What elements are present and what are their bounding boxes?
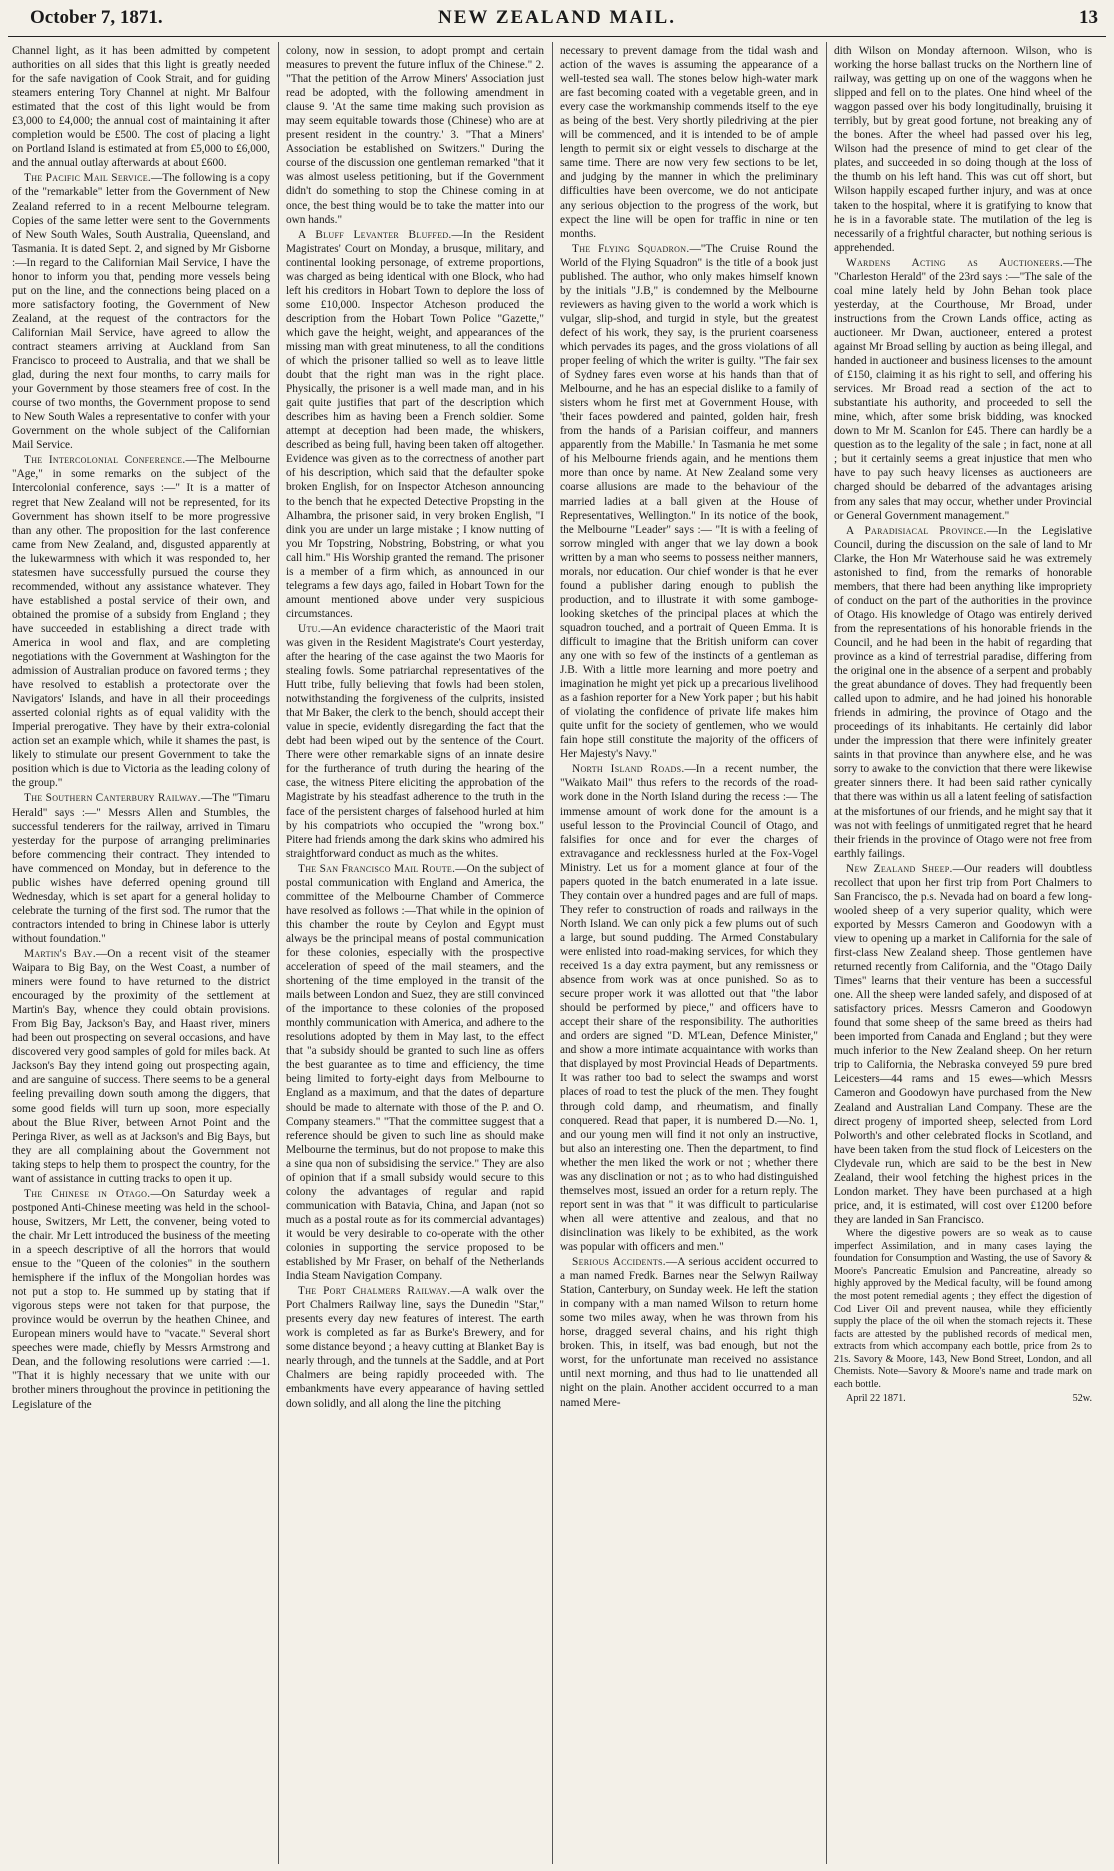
- article-paragraph: [12, 1187, 270, 1412]
- article-paragraph: [560, 762, 818, 1254]
- article-body: —The "Timaru Herald" says :—" Messrs Allen and Stumbles, the successful tenderers for the railway, arrived in Timaru yesterday for the purpose of arranging preliminaries before commencing their contract. They intended to have commenced on Monday, but in deference to the public wishes have deferred opening ground till Wednesday, which is set apart for a general holiday to celebrate the turning of the first sod. The rumor that the contractors intended to bring in Chinese labor is utterly without foundation.": [12, 792, 270, 945]
- article-heading: North Island Roads.: [572, 763, 685, 776]
- article-heading: The Port Chalmers Railway.: [298, 1285, 451, 1298]
- article-body: —In the Legislative Council, during the discussion on the sale of land to Mr Clarke, the Hon Mr Waterhouse said he was extremely astonished to find, from the remarks of honorable members, that there had been anything like impropriety of conduct on the part of the authorities in the province of Otago. His knowledge of Otago was entirely derived from the representations of his honorable friends in the Council, and he had been in the habit of regarding that province as a kind of terrestrial paradise, differing from the original one in the absence of a serpent and probably the great abundance of doves. They had frequently been called upon to admire, and he had joined his honorable friends in admiring, the province of Otago and the proceedings of its inhabitants. He certainly did labor under the impression that there were infinitely greater saints in that province than anywhere else, and he was sorry to awake to the conviction that there were likewise greater sinners there. It had been said rather cynically that there was within us all a latent feeling of satisfaction at the misfortunes of our friends, and he might say that it was not with feelings of unmitigated regret that he heard their friends in the province of Otago were not free from earthly failings.: [834, 524, 1092, 860]
- advertisement-footer: [834, 1393, 1092, 1406]
- article-heading: The Intercolonial Conference.: [24, 454, 186, 467]
- article-heading: The San Francisco Mail Route.: [298, 862, 456, 875]
- article-body: —On the subject of postal communication with England and America, the committee of the Melbourne Chamber of Commerce have resolved as follows :—That while in the opinion of this chamber the route by Ceylon and Egypt must always be the principal means of postal communication for these colonies, especially with the prospective acceleration of speed of the mail steamers, and the shortening of the time employed in the transit of the mails between London and Suez, they are still convinced of the importance to these colonies of the proposed monthly communication with America, and adhere to the resolutions adopted by them in May last, to the effect that "a subsidy should be granted to such line as offers the best guarantee as to time and efficiency, the time being limited to forty-eight days from Melbourne to England as a maximum, and that the dates of departure should be made to alternate with those of the P. and O. Company steamers." "That the committee suggest that a reference should be given to such line as should make Melbourne the terminus, but do not propose to make this a sine qua non of subsidising the service." They are also of opinion that if a small subsidy would secure to this colony the advantages of regular and rapid communication with Batavia, China, and Japan (not so much as a postal route as for its commercial advantages) it would be very desirable to co-operate with the other colonies in supporting the service proposed to be established by Mr Fraser, on behalf of the Netherlands India Steam Navigation Company.: [286, 862, 544, 1283]
- article-body: —"The Cruise Round the World of the Flying Squadron" is the title of a book just published. The author, who only makes himself known by the initials "J.B," is condemned by the Melbourne reviewers as having given to the world a work which is vulgar, slip-shod, and turgid in style, but the greatest defect of his work, they say, is the prurient coarseness which pervades its pages, and the gross violations of all proper feeling of which the writer is guilty. "The fair sex of Sydney fares even worse at his hands than that of Melbourne, and he has an especial dislike to a family of sisters whom he first met at Government House, with 'their faces powdered and painted, golden hair, fresh from the hands of a Parisian coiffeur, and manners apparently from the Mabille.' In Tasmania he met some of his Melbourne friends again, and he mentions them more than once by name. At New Zealand some very coarse allusions are made to the behaviour of the married ladies at a ball given at the House of Representatives, Wellington." In its notice of the book, the Melbourne "Leader" says :— "It is with a feeling of sorrow mingled with anger that we lay down a book written by a man who seems to possess neither manners, morals, nor education. Our chief wonder is that he ever found a publisher daring enough to publish the production, and to illustrate it with some gamboge-looking sketches of the principal places at which the squadron touched, and a portrait of Queen Emma. It is difficult to imagine that the British uniform can cover any one with so few of the instincts of a gentleman as J.B. With a little more learning and more poetry and imagination he might yet pick up a precarious livelihood as a fashion reporter for a New York paper ; but his habit of violating the confidence of private life makes him quite unfit for the society of gentlemen, who we would fain hope still constitute the majority of the officers of Her Majesty's Navy.": [560, 242, 818, 761]
- column-4: [834, 44, 1092, 1862]
- article-heading: New Zealand Sheep.: [846, 862, 953, 875]
- article-heading: A Bluff Levanter Bluffed.: [298, 228, 452, 241]
- column-3: [560, 44, 818, 1862]
- article-body: —On a recent visit of the steamer Waipara to Big Bay, on the West Coast, a number of miners were found to have returned to the district encouraged by the proximity of the settlement at Martin's Bay, whence they could obtain provisions. From Big Bay, Jackson's Bay, and Haast river, miners had been out prospecting on several occasions, and have discovered very good samples of gold for miles back. At Jackson's Bay they intend going out prospecting again, and are sanguine of success. There seems to be a general feeling prevailing down south among the diggers, that some good fields will turn up soon, more especially about the Blue River, between Arnot Point and the Peringa River, as well as at Jackson's and Big Bays, but they are all complaining about the Government not taking steps to help them to prospect the country, for the want of assistance in cutting tracks to open it up.: [12, 948, 270, 1185]
- article-body: —In the Resident Magistrates' Court on Monday, a brusque, military, and continental looking personage, of extreme proportions, was charged as being identical with one Block, who had left his creditors in Hobart Town to deplore the loss of some £10,000. Inspector Atcheson produced the description from the Hobart Town Police "Gazette," which gave the height, weight, and appearances of the missing man with great minuteness, to all the conditions of which the prisoner tallied so well as to leave little doubt that the right man was in the right place. Physically, the prisoner is a well made man, and in his gait quite justifies that part of the description which describes him as having been a French soldier. Some attempt at deception had been made, the whiskers, described as being full, having been taken off altogether. Evidence was given as to the correctness of another part of his description, which said that the defaulter spoke broken English, for on Inspector Atcheson announcing to the bench that he expected Detective Propsting in the Alhambra, the prisoner said, in very broken English, "I dink you are under un large mistake ; I know nutting of you Mr Topstring, Nobstring, Bobstring, or what you call him." His Worship granted the remand. The prisoner is a member of a firm which, as announced in our telegrams a few days ago, failed in Hobart Town for the amount mentioned above under very suspicious circumstances.: [286, 228, 544, 620]
- advertisement-date: April 22 1871.: [846, 1392, 906, 1404]
- article-heading: Wardens Acting as Auctioneers.: [846, 256, 1064, 269]
- article-paragraph: [12, 171, 270, 452]
- article-body: —On Saturday week a postponed Anti-Chinese meeting was held in the school-house, Switzers, Mr Lett, the convener, being voted to the chair. Mr Lett introduced the business of the meeting in a speech descriptive of all the horrors that would ensue to the "Queen of the colonies" in the southern hemisphere if the influx of the Mongolian hordes was not put a stop to. He summed up by stating that if vigorous steps were not taken for that purpose, the province would be overrun by the heathen Chinee, and European miners would have to "vacate." Several short speeches were made, chiefly by Messrs Armstrong and Dean, and the following resolutions were carried :—1. "That it is highly necessary that we unite with our brother miners throughout the province in petitioning the Legislature of the: [12, 1187, 270, 1411]
- article-paragraph: [12, 453, 270, 790]
- column-divider: [552, 42, 553, 1864]
- article-heading: The Pacific Mail Service.: [24, 172, 152, 185]
- column-2: [286, 44, 544, 1862]
- article-paragraph: [560, 1255, 818, 1410]
- article-paragraph: [560, 242, 818, 762]
- column-divider: [826, 42, 827, 1864]
- advertisement-code: 52w.: [1072, 1392, 1092, 1404]
- article-paragraph: [12, 947, 270, 1186]
- article-paragraph: [286, 622, 544, 861]
- column-divider: [278, 42, 279, 1864]
- article-body: —A serious accident occurred to a man named Fredk. Barnes near the Selwyn Railway Station, Canterbury, on Sunday week. He left the station in company with a man named Wilson to return home some two miles away, when he was thrown from his horse, dragged several chains, and his right thigh broken. This, in itself, was bad enough, but not the worst, for the unfortunate man received no assistance until next morning, and thus had to lie unattended all night on the plain. Another accident occurred to a man named Mere-: [560, 1256, 818, 1409]
- page-header: [0, 0, 1114, 40]
- article-heading: The Southern Canterbury Railway.: [24, 792, 201, 805]
- article-paragraph: [834, 524, 1092, 861]
- article-body: —An evidence characteristic of the Maori trait was given in the Resident Magistrate's Court yesterday, after the hearing of the case against the two Maoris for stealing fowls. Some patriarchal representatives of the Hutt tribe, fully believing that fowls had been stolen, notwithstanding the forgiveness of the culprits, insisted that Mr Baker, the clerk to the bench, should accept their value in specie, evidently disregarding the fact that the debt had been wiped out by the sentence of the Court. There were other remarkable signs of an innate desire for the furtherance of truth during the hearing of the case, the witness Pitere eliciting the approbation of the Magistrate by his steadfast adherence to the truth in the face of the persistent charges of falsehood hurled at him by his compatriots who occupied the "wrong box." Pitere had friends among the dark skins who admired his straightforward conduct as much as the whites.: [286, 622, 544, 860]
- article-body: —The "Charleston Herald" of the 23rd says :—"The sale of the coal mine lately held by John Behan took place yesterday, at the Courthouse, Mr Broad, under instructions from the Crown Lands office, acting as auctioneer. Mr Dwan, auctioneer, entered a protest against Mr Broad selling by auction as being illegal, and handed in auctioneer and business licenses to the amount of £150, claiming it as his right to sell, and offering his services. Mr Broad read a section of the act to substantiate his authority, and proceeded to sell the mine, which, after some brisk bidding, was knocked down to Mr M. Scanlon for £45. There can hardly be a question as to the legality of the sale ; in fact, none at all ; but it certainly seems a great injustice that men who have to pay such heavy licenses as auctioneers are charged should be debarred of the advantages arising from any sales that may occur, whether under Provincial or General Government management.": [834, 256, 1092, 522]
- article-paragraph: colony, now in session, to adopt prompt and certain measures to prevent the future influx of the Chinese." 2. "That the petition of the Arrow Miners' Association just read be adopted, with the following amendment in clause 9. 'At the same time making such provision as may seem equitable towards those (Chinese) who are at present resident in the country.' 3. "That a Miners' Association be established on Switzers." During the course of the discussion one gentleman remarked "that it was almost useless petitioning, but if the Government didn't do something to stop the Chinese coming in at once, the best thing would be to take the matter into our own hands.": [286, 45, 544, 226]
- article-paragraph: [834, 862, 1092, 1227]
- page-number: 13: [1079, 7, 1098, 28]
- article-body: —In a recent number, the "Waikato Mail" thus refers to the records of the road-work done in the North Island during the recess :— The immense amount of work done for the amount is a useful lesson to the Provincial Council of Otago, and falsifies for once and for ever the charges of extravagance and recklessness hurled at the Fox-Vogel Ministry. Let us for a moment glance at four of the papers quoted in the batch enumerated in a late issue. They contain over a hundred pages and are full of maps. They refer to construction of roads and railways in the North Island. We can only pick a few plums out of such a large, but sound pudding. The Armed Constabulary were enlisted into road-making services, for which they received 1s a day extra payment, but any remissness or absence from work was at once punished. So as to secure proper work it was allotted out that "the labor should be performed by piece," and officers have to accept their share of the responsibility. The authorities and orders are signed "D. M'Lean, Defence Minister," and show a more intimate acquaintance with works than that displayed by most Provincial Heads of Departments. It was rather too bad to select the swamps and worst places of road to test the pluck of the men. They fought through cold damp, and rheumatism, and finally conquered. Read that paper, it is numbered D.—No. 1, and our young men will find it not only an instructive, but also an interesting one. Then the department, to find whether the men liked the work or not ; whether there was any disclination or not ; as to who had distinguished themselves most, issued an order for a return reply. The report sent in was that " it was difficult to particularise when all were attentive and zealous, and that no disinclination was likely to be exhibited, as the work was popular with officers and men.": [560, 763, 818, 1253]
- issue-date: October 7, 1871.: [30, 7, 163, 28]
- article-paragraph: [286, 862, 544, 1283]
- article-heading: Serious Accidents.: [572, 1256, 666, 1269]
- article-paragraph: [286, 228, 544, 621]
- article-heading: Martin's Bay.: [24, 948, 96, 960]
- article-paragraph: [286, 1284, 544, 1410]
- article-heading: Utu.: [298, 622, 321, 635]
- article-heading: A Paradisiacal Province.: [846, 524, 987, 537]
- column-1: [12, 44, 270, 1862]
- article-body: —The following is a copy of the "remarkable" letter from the Government of New Zealand referred to in a recent Melbourne telegram. Copies of the same letter were sent to the Governments of New South Wales, South Australia, Queensland, and Tasmania. It is dated Sept. 2, and signed by Mr Gisborne :—In regard to the Californian Mail Service, I have the honor to inform you that, pending more vessels being put on the line, and the connections being placed on a more satisfactory footing, the Government of New Zealand, at the request of the contractors for the Californian Mail Service, have agreed to allow the contract steamers arriving at Auckland from San Francisco to proceed to Australia, and that we shall be glad, during the next four months, to carry mails for your Government by those steamers free of cost. In the course of two months, the Government propose to send to New South Wales a representative to confer with your Government on the whole subject of the Californian Mail Service.: [12, 172, 270, 452]
- article-paragraph: necessary to prevent damage from the tidal wash and action of the waves is assuming the appearance of a well-tested sea wall. The stones below high-water mark are fast becoming coated with a vegetable green, and in every case the workmanship commends itself to the eye as being of the best. Very shortly piledriving at the pier will be commenced, and it is intended to be of ample length to permit six or eight vessels to discharge at the same time. There are now very few sections to be let, and judging by the manner in which the preliminary difficulties have been overcome, we do not anticipate any serious objection to the progress of the work, but expect the line will be open for traffic in nine or ten months.: [560, 45, 818, 240]
- article-paragraph: [834, 256, 1092, 523]
- article-paragraph: Channel light, as it has been admitted by competent authorities on all sides that this light is greatly needed for the safe navigation of Cook Strait, and for guiding steamers entering Tory Channel at night. Mr Balfour estimated that the cost of this light would be from £3,000 to £4,000; the annual cost of maintaining it after completion would be £500. The cost of placing a light on Portland Island is estimated at from £5,000 to £6,000, and the annual outlay afterwards at about £600.: [12, 45, 270, 170]
- advertisement: Where the digestive powers are so weak as to cause imperfect Assimilation, and in many cases laying the foundation for Consumption and Wasting, the use of Savory & Moore's Pancreatic Emulsion and Pancreatine, already so highly approved by the Medical faculty, will be found among the most potent remedial agents ; they effect the digestion of Cod Liver Oil and prevent nausea, while they efficiently supply the place of the oil when the stomach rejects it. These facts are attested by the published records of medical men, extracts from which accompany each bottle, price from 2s to 21s. Savory & Moore, 143, New Bond Street, London, and all Chemists. Note—Savory & Moore's name and trade mark on each bottle.: [834, 1227, 1092, 1391]
- article-body: —A walk over the Port Chalmers Railway line, says the Dunedin "Star," presents every day new features of interest. The earth work is completed as far as Burke's Brewery, and for some distance beyond ; a heavy cutting at Blanket Bay is nearly through, and the tunnels at the Saddle, and at Port Chalmers are being rapidly proceeded with. The embankments have every appearance of having settled down solidly, and all along the line the pitching: [286, 1285, 544, 1410]
- article-body: —The Melbourne "Age," in some remarks on the subject of the Intercolonial conference, says :—" It is a matter of regret that New Zealand will not be represented, for its Government has shown itself to be more progressive than any other. The proposition for the last conference came from New Zealand, and, disgusted apparently at the lukewarmness with which it was responded to, her statesmen have successfully pursued the course they recommended, without any assistance whatever. They have established a postal service of their own, and obtained the promise of a subsidy from England ; they have succeeded in establishing a direct trade with America in wool and flax, and are completing negotiations with the Government at Washington for the admission of Australian produce on favored terms ; they have resolved to establish a protectorate over the Navigators' Islands, and have in all their proceedings asserted colonial rights as of equal validity with the Imperial prerogative. They have by their extra-colonial action set an example which, while it shames the past, is likely to stimulate our present Government to take the position which is due to Victoria as the leading colony of the group.": [12, 454, 270, 790]
- article-heading: The Flying Squadron.: [572, 242, 690, 255]
- article-heading: The Chinese in Otago.: [24, 1187, 151, 1200]
- article-paragraph: [12, 791, 270, 946]
- masthead-title: NEW ZEALAND MAIL.: [438, 7, 676, 28]
- header-rule: [8, 36, 1106, 37]
- article-body: —Our readers will doubtless recollect that upon her first trip from Port Chalmers to San Francisco, the p.s. Nevada had on board a few long-wooled sheep of a very superior quality, which were exported by Messrs Cameron and Goodowyn with a view to opening up a market in California for the sale of first-class New Zealand sheep. Those gentlemen have returned recently from California, and the "Otago Daily Times" learns that their venture has been a successful one. All the sheep were landed safely, and disposed of at satisfactory prices. Messrs Cameron and Goodowyn found that some sheep of the same breed as theirs had been imported from Canada and England ; but they were much inferior to the New Zealand sheep. On her return trip to California, the Nebraska conveyed 59 pure bred Leicesters—44 rams and 15 ewes—which Messrs Cameron and Goodowyn have purchased from the New Zealand and Australian Land Company. These are the direct progeny of imported sheep, selected from Lord Polworth's and other celebrated flocks in Scotland, and have been taken from the stud flock of Leicesters on the Clydevale run, which are said to be the best in New Zealand, their wool fetching the highest prices in the London market. They have been purchased at a high price, and, it is estimated, will cost over £1200 before they are landed in San Francisco.: [834, 862, 1092, 1226]
- article-paragraph: dith Wilson on Monday afternoon. Wilson, who is working the horse ballast trucks on the Northern line of railway, was getting up on one of the waggons when he slipped and fell on to the plates. One hind wheel of the waggon passed over his body longitudinally, bruising it terribly, but by great good fortune, not breaking any of the bones. After the wheel had passed over his leg, Wilson had the presence of mind to get clear of the plates, and succeeded in so doing though at the loss of the thumb on his left hand. This was cut off short, but Wilson happily escaped further injury, and was at once taken to the hospital, where it is gratifying to know that he is in a favorable state. The mutilation of the leg is necessarily of a frightful character, but nothing serious is apprehended.: [834, 45, 1092, 254]
